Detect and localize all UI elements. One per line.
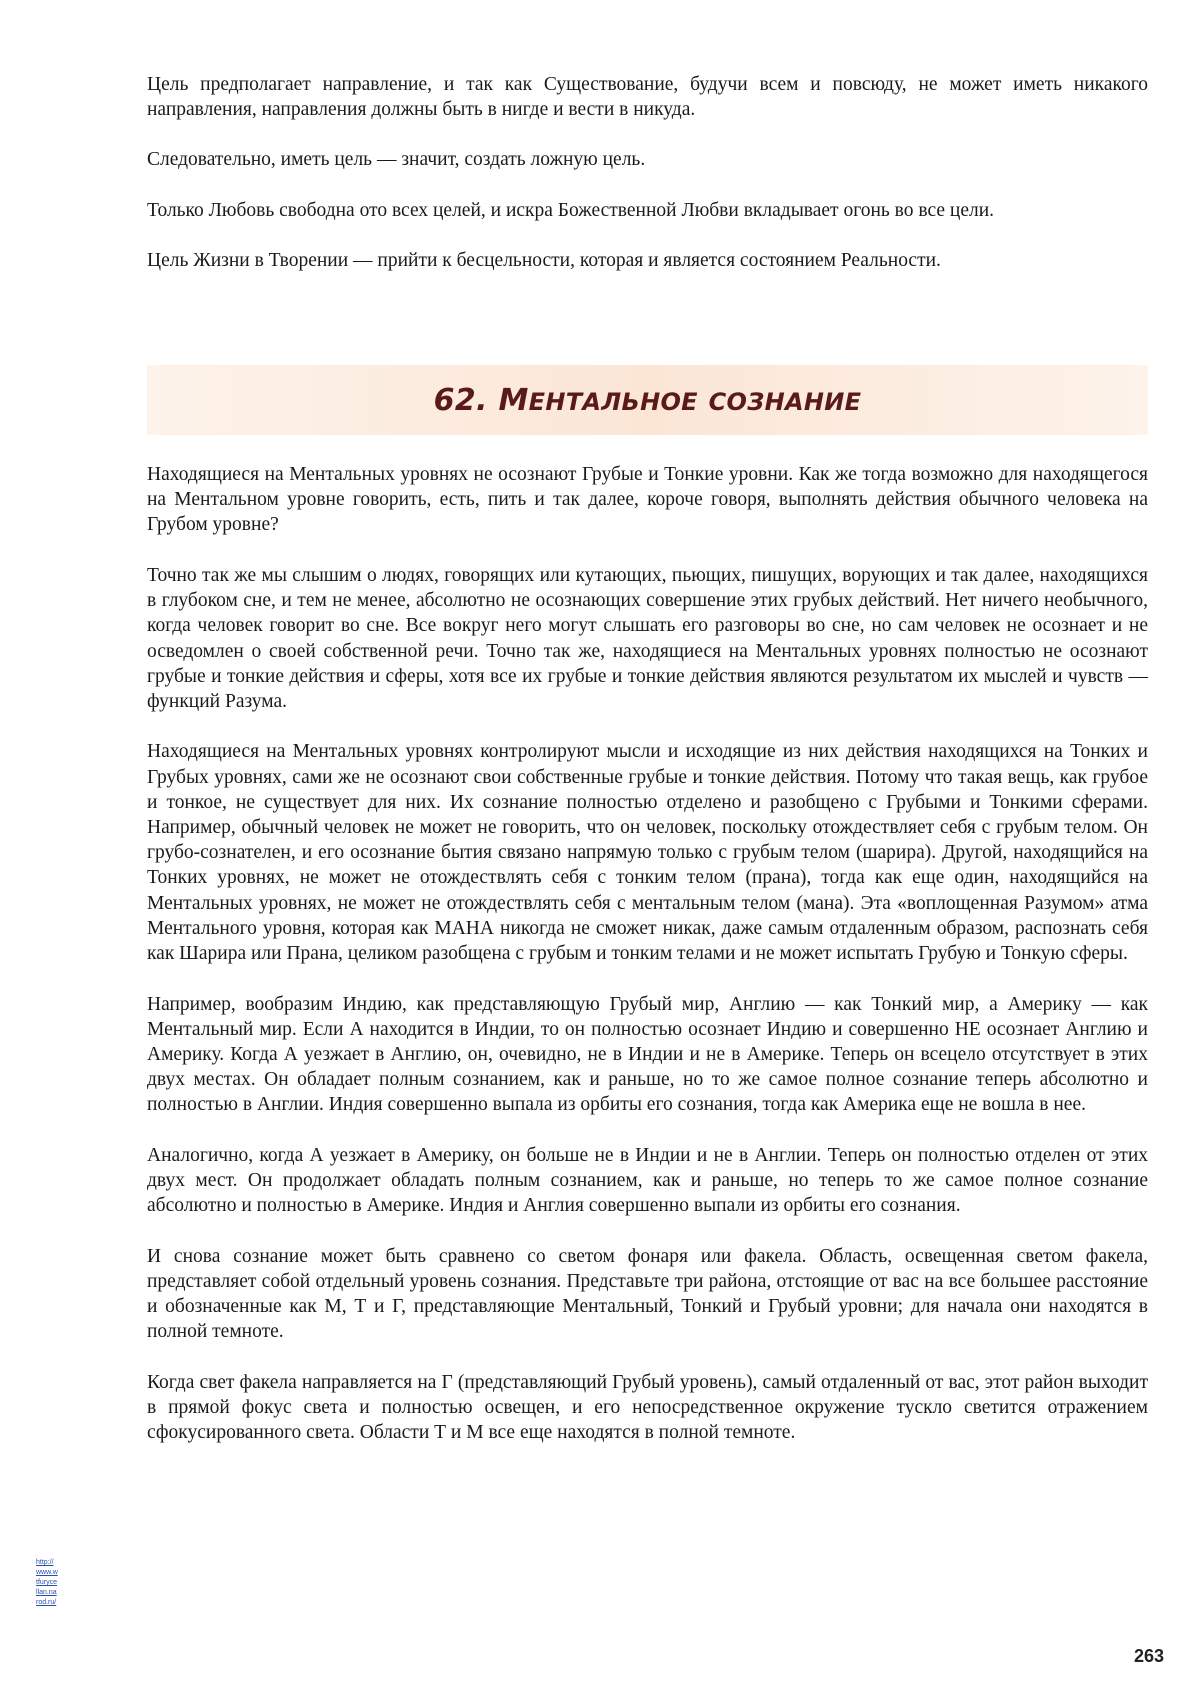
watermark-link[interactable]: http://www.wtfurycellan.narod.ru/ xyxy=(36,1559,58,1606)
intro-paragraph-2: Следовательно, иметь цель — значит, создать ложную цель. xyxy=(147,149,646,171)
intro-paragraph-1: Цель предполагает направление, и так как Существование, будучи всем и повсюду, не может иметь никакого направления, направления должны быть в нигде и вести в никуда. xyxy=(147,74,1148,121)
section-title-word1: ЕНТАЛЬНОЕ xyxy=(528,387,698,416)
section-number: 62. xyxy=(433,382,488,418)
section-body xyxy=(147,462,1148,1471)
body-paragraph-3: Находящиеся на Ментальных уровнях контролируют мысли и исходящие из них действия находящихся на Тонких и Грубых уровнях, сами же не осознают свои собственные грубые и тонкие действия. Потому что такая вещь, как грубое и тонкое, не существует для них. Их сознание полностью отделено и разобщено с Грубыми и Тонкими сферами. Например, обычный человек не может не говорить, что он человек, поскольку отождествляет себя с грубым телом. Он грубо-сознателен, и его осознание бытия связано напрямую только с грубым телом (шарира). Другой, находящийся на Тонких уровнях, не может не отождествлять себя с тонким телом (прана), тогда как еще один, находящийся на Ментальных уровнях, не может не отождествлять себя с ментальным телом (мана). Эта «воплощенная Разумом» атма Ментального уровня, которая как МАНА никогда не сможет никак, даже самым отдаленным образом, распознать себя как Шарира или Прана, целиком разобщена с грубым и тонким телами и не может испытать Грубую и Тонкую сферы. xyxy=(147,741,1148,965)
body-paragraph-5: Аналогично, когда А уезжает в Америку, он больше не в Индии и не в Англии. Теперь он полностью отделен от этих двух мест. Он продолжает обладать полным сознанием, как и раньше, но теперь то же самое полное сознание абсолютно и полностью в Америке. Индия и Англия совершенно выпали из орбиты его сознания. xyxy=(147,1144,1148,1217)
intro-paragraph-3: Только Любовь свободна ото всех целей, и искра Божественной Любви вкладывает огонь во все цели. xyxy=(147,199,995,221)
intro-paragraph-4: Цель Жизни в Творении — прийти к бесцельности, которая и является состоянием Реальности. xyxy=(147,249,941,271)
intro-section xyxy=(147,72,1148,298)
body-paragraph-7: Когда свет факела направляется на Г (представляющий Грубый уровень), самый отдаленный от вас, этот район выходит в прямой фокус света и полностью освещен, и его непосредственное окружение тускло светится отражением сфокусированного света. Области Т и М все еще находятся в полной темноте. xyxy=(147,1371,1148,1444)
page-number: 263 xyxy=(1133,1646,1164,1666)
body-paragraph-4: Например, вообразим Индию, как представляющую Грубый мир, Англию — как Тонкий мир, а Америку — как Ментальный мир. Если А находится в Индии, то он полностью осознает Индию и совершенно НЕ осознает Англию и Америку. Когда А уезжает в Англию, он, очевидно, не в Индии и не в Америке. Теперь он всецело отсутствует в этих двух местах. Он обладает полным сознанием, как и раньше, но то же самое полное сознание теперь абсолютно и полностью в Англии. Индия совершенно выпала из орбиты его сознания, тогда как Америка еще не вошла в нее. xyxy=(147,993,1148,1116)
section-title-word2: СОЗНАНИЕ xyxy=(708,387,862,416)
section-title-first-letter: М xyxy=(498,382,529,418)
section-heading-band xyxy=(147,365,1148,435)
body-paragraph-2: Точно так же мы слышим о людях, говорящих или кутающих, пьющих, пишущих, ворующих и так далее, находящихся в глубоком сне, и тем не менее, абсолютно не осознающих совершение этих грубых действий. Нет ничего необычного, когда человек говорит во сне. Все вокруг него могут слышать его разговоры во сне, но сам человек не осознает и не осведомлен о своей собственной речи. Точно так же, находящиеся на Ментальных уровнях полностью не осознают грубые и тонкие действия и сферы, хотя все их грубые и тонкие действия являются результатом их мыслей и чувств — функций Разума. xyxy=(147,564,1148,712)
body-paragraph-6: И снова сознание может быть сравнено со светом фонаря или факела. Область, освещенная светом факела, представляет собой отдельный уровень сознания. Представьте три района, отстоящие от вас на все большее расстояние и обозначенные как М, Т и Г, представляющие Ментальный, Тонкий и Грубый уровни; для начала они находятся в полной темноте. xyxy=(147,1245,1148,1343)
section-heading xyxy=(434,383,862,418)
body-paragraph-1: Находящиеся на Ментальных уровнях не осознают Грубые и Тонкие уровни. Как же тогда возможно для находящегося на Ментальном уровне говорить, есть, пить и так далее, короче говоря, выполнять действия обычного человека на Грубом уровне? xyxy=(147,464,1148,536)
